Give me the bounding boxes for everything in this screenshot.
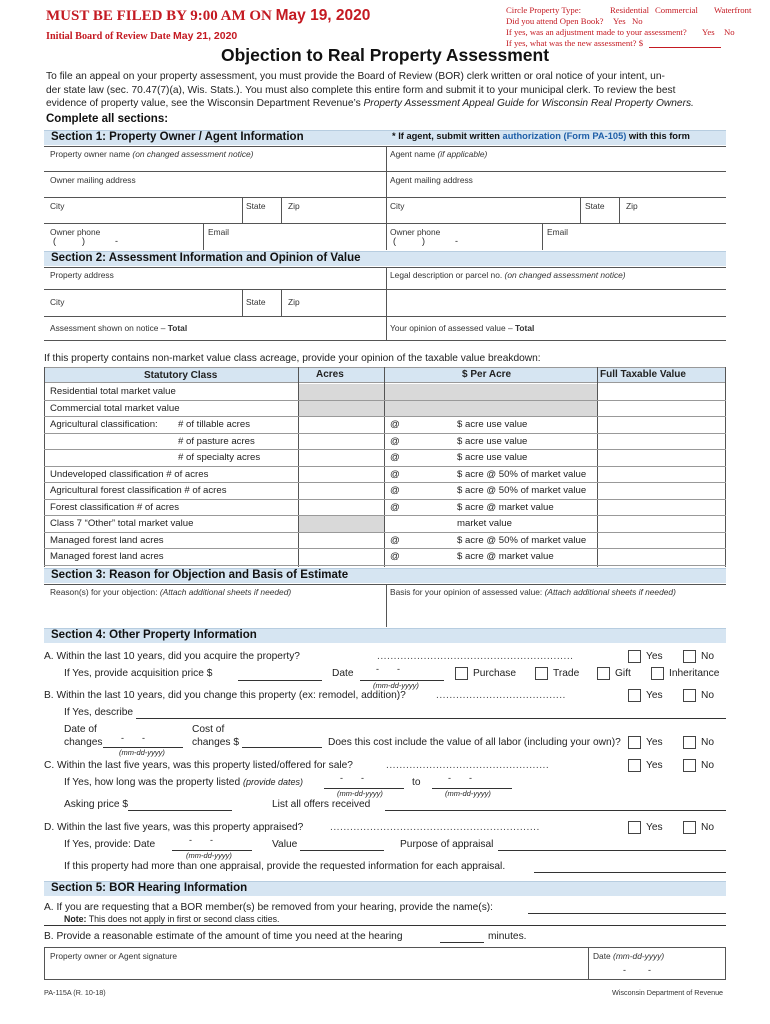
gift-checkbox[interactable] (597, 667, 610, 680)
date-format-hint: (mm-dd-yyyy) (337, 789, 383, 798)
intro-line-1: To file an appeal on your property assessment, you must provide the Board of Review (BOR) clerk written or oral notice of your intent, un- (46, 71, 665, 82)
acquisition-date-label: Date (332, 668, 354, 679)
cost-of-label: Cost of (192, 724, 225, 735)
listed-from-dashes: - - (340, 773, 364, 783)
divider (44, 146, 726, 147)
legal-description-label: Legal description or parcel no. (on changed assessment notice) (390, 270, 626, 280)
a-yes-checkbox[interactable] (628, 650, 641, 663)
gift-label: Gift (615, 668, 631, 679)
guide-reference: Property Assessment Appeal Guide for Wisconsin Real Property Owners. (363, 98, 694, 109)
b-yes-checkbox[interactable] (628, 689, 641, 702)
class-row-at: @ (390, 485, 400, 496)
c-yes-label: Yes (646, 760, 663, 771)
inheritance-label: Inheritance (669, 668, 720, 679)
class-row-at: @ (390, 501, 400, 513)
bor-removal-field-2[interactable] (44, 925, 726, 926)
class-row-label: Managed forest land acres (50, 551, 164, 562)
changes-date-dashes: - - (121, 733, 145, 743)
basis-input[interactable] (387, 597, 726, 627)
col-full-taxable: Full Taxable Value (600, 369, 686, 380)
adjust-yes[interactable]: Yes (702, 27, 715, 37)
multiple-appraisal-note: If this property had more than one appraisal, provide the requested information for each appraisal. (64, 861, 506, 872)
cost-changes-field[interactable] (242, 747, 322, 748)
class-row-acres-input[interactable] (300, 401, 383, 417)
class-row-acres-input[interactable] (300, 384, 383, 400)
asking-price-label: Asking price $ (64, 799, 128, 810)
col-statutory-class: Statutory Class (144, 370, 218, 381)
open-book-q-label: Did you attend Open Book? (506, 16, 604, 26)
class-row-label: Class 7 “Other” total market value (50, 518, 194, 529)
question-a: A. Within the last 10 years, did you acquire the property? (44, 651, 300, 662)
describe-label: If Yes, describe (64, 707, 134, 718)
intro-line-3a: evidence of property value, see the Wisconsin Department Revenue’s (46, 98, 364, 109)
class-row-sublabel: # of pasture acres (178, 435, 255, 447)
class-row-acres-input[interactable] (300, 516, 383, 532)
question-b: B. Within the last 10 years, did you change this property (ex: remodel, addition)? (44, 690, 406, 701)
owner-mailing-label: Owner mailing address (50, 175, 136, 185)
class-row-per-acre: $ acre @ 50% of market value (457, 468, 587, 480)
owner-state-label: State (246, 201, 266, 211)
acquisition-price-label: If Yes, provide acquisition price $ (64, 668, 213, 679)
d-yes-label: Yes (646, 822, 663, 833)
signature-input[interactable] (45, 961, 588, 979)
owner-city-label: City (50, 201, 65, 211)
d-yes-checkbox[interactable] (628, 821, 641, 834)
class-row-label: Agricultural forest classification # of acres (50, 485, 227, 496)
owner-mailing-input[interactable] (44, 184, 386, 196)
divider (386, 267, 387, 340)
class-row-full-input[interactable] (599, 434, 724, 450)
class-row-acres-input[interactable] (300, 483, 383, 499)
leader-dots: ........................................................... (377, 651, 574, 662)
agent-zip-label: Zip (626, 201, 638, 211)
class-row-full-input[interactable] (599, 516, 724, 532)
class-row-per-acre: $ acre @ 50% of market value (457, 534, 587, 546)
open-book-yes[interactable]: Yes (613, 16, 626, 26)
divider (44, 565, 726, 566)
owner-phone-label: Owner phone (50, 227, 101, 237)
minutes-label: minutes. (488, 931, 527, 942)
class-row-label: Forest classification # of acres (50, 501, 180, 513)
class-row-label: Undeveloped classification # of acres (50, 468, 209, 480)
inheritance-checkbox[interactable] (651, 667, 664, 680)
adjust-q-label: If yes, was an adjustment made to your assessment? (506, 27, 687, 37)
class-row-per-acre: $ acre @ market value (457, 551, 554, 562)
class-row-acres-input[interactable] (300, 467, 383, 483)
changes-label: changes (64, 737, 103, 748)
class-row-full-input[interactable] (599, 500, 724, 516)
class-row-label: Agricultural classification: (50, 419, 158, 430)
intro-line-2: der state law (sec. 70.47(7)(a), Wis. Stats.). You must also complete this entire form and submit it to your municipal clerk. To review the best (46, 84, 676, 96)
class-row-at: @ (390, 419, 400, 430)
reasons-input[interactable] (44, 597, 386, 627)
purchase-checkbox[interactable] (455, 667, 468, 680)
agent-note-b: with this form (626, 131, 690, 141)
class-row-full-input[interactable] (599, 384, 724, 400)
class-row-sublabel: # of specialty acres (178, 452, 261, 463)
divider (44, 367, 45, 567)
page-title: Objection to Real Property Assessment (220, 45, 550, 65)
property-city-label: City (50, 297, 65, 307)
agent-name-input[interactable] (387, 158, 726, 170)
opinion-total-label: Your opinion of assessed value – Total (390, 323, 535, 333)
class-row-acres-input[interactable] (300, 450, 383, 466)
agent-mailing-label: Agent mailing address (390, 175, 473, 185)
form-number: PA-115A (R. 10-18) (44, 988, 106, 997)
complete-all-sections: Complete all sections: (46, 113, 169, 125)
intro-text (46, 70, 736, 111)
divider (44, 316, 726, 317)
trade-label: Trade (553, 668, 580, 679)
a-yes-label: Yes (646, 651, 663, 662)
question-c: C. Within the last five years, was this property listed/offered for sale? (44, 760, 353, 771)
section-1-title: Section 1: Property Owner / Agent Information (51, 131, 304, 143)
agent-note-a: * If agent, submit written (392, 131, 503, 141)
appraisal-value-field[interactable] (300, 850, 384, 851)
appraisal-date-label: If Yes, provide: Date (64, 839, 156, 850)
labor-no-label: No (701, 737, 715, 748)
owner-name-input[interactable] (44, 158, 386, 170)
purchase-label: Purchase (473, 668, 517, 679)
hearing-time-question: B. Provide a reasonable estimate of the amount of time you need at the hearing (44, 931, 403, 942)
date-format-hint: (mm-dd-yyyy) (119, 748, 165, 757)
class-row-per-acre: market value (457, 518, 512, 529)
divider (44, 267, 726, 268)
date-of-label: Date of (64, 724, 97, 735)
new-assess-q-label: If yes, what was the new assessment? $ (506, 38, 644, 48)
c-no-checkbox[interactable] (683, 759, 696, 772)
owner-phone-format[interactable]: ( ) - (53, 236, 118, 246)
intro-line-3 (46, 97, 736, 111)
reasons-label: Reason(s) for your objection: (Attach additional sheets if needed) (50, 587, 292, 597)
date-format-hint: (mm-dd-yyyy) (445, 789, 491, 798)
class-row-full-input[interactable] (599, 533, 724, 549)
labor-question: Does this cost include the value of all labor (including your own)? (328, 737, 621, 748)
appraisal-value-label: Value (272, 839, 298, 850)
divider (619, 197, 620, 223)
type-residential[interactable]: Residential (610, 5, 650, 15)
d-no-label: No (701, 822, 715, 833)
class-row-per-acre: $ acre @ market value (457, 501, 554, 513)
divider (44, 340, 726, 341)
initial-board-date-value: May 21, 2020 (173, 30, 238, 42)
b-no-label: No (701, 690, 715, 701)
section-4-title: Section 4: Other Property Information (51, 629, 257, 641)
circle-type-label: Circle Property Type: (506, 5, 581, 15)
section-5-title: Section 5: BOR Hearing Information (51, 882, 248, 894)
bor-note: Note: This does not apply in first or second class cities. (64, 914, 280, 924)
divider (44, 197, 726, 198)
section-3-title: Section 3: Reason for Objection and Basis of Estimate (51, 569, 349, 581)
property-type-circle (506, 5, 766, 15)
initial-board-prefix: Initial Board of Review Date (46, 31, 171, 42)
class-row-at: @ (390, 468, 400, 480)
divider (588, 947, 589, 980)
divider (44, 289, 726, 290)
date-format-hint: (mm-dd-yyyy) (186, 851, 232, 860)
trade-checkbox[interactable] (535, 667, 548, 680)
hearing-minutes-field[interactable] (440, 942, 484, 943)
class-row-label: Commercial total market value (50, 402, 180, 414)
acquisition-price-field[interactable] (238, 680, 322, 681)
class-row-full-input[interactable] (599, 549, 724, 565)
class-table-intro: If this property contains non-market value class acreage, provide your opinion of the taxable value breakdown: (44, 353, 541, 364)
class-row-acres-input[interactable] (300, 417, 383, 433)
open-book-question (506, 16, 766, 26)
adjustment-question (506, 27, 770, 37)
class-row-acres-input[interactable] (300, 500, 383, 516)
initial-board-date (46, 30, 237, 42)
leader-dots: ....................................... (436, 690, 566, 701)
a-no-label: No (701, 651, 715, 662)
question-d: D. Within the last five years, was this property appraised? (44, 822, 304, 833)
labor-yes-checkbox[interactable] (628, 736, 641, 749)
type-commercial[interactable]: Commercial (655, 5, 698, 15)
class-row-acres-input[interactable] (300, 549, 383, 565)
agent-state-label: State (585, 201, 605, 211)
class-row-label: Managed forest land acres (50, 534, 164, 546)
agent-phone-label: Owner phone (390, 227, 441, 237)
leader-dots: ............................................................... (330, 822, 540, 833)
divider (44, 223, 726, 224)
divider (281, 289, 282, 316)
divider (203, 223, 204, 250)
class-row-full-input[interactable] (599, 467, 724, 483)
section-2-title: Section 2: Assessment Information and Opinion of Value (51, 252, 361, 264)
agent-authorization-note (392, 131, 690, 141)
divider (725, 367, 726, 567)
class-row-per-acre: $ acre use value (457, 419, 528, 430)
class-row-at: @ (390, 551, 400, 562)
deadline-date: May 19, 2020 (275, 7, 371, 24)
divider (44, 584, 726, 585)
assessment-total-label: Assessment shown on notice – Total (50, 323, 188, 333)
labor-yes-label: Yes (646, 737, 663, 748)
appraisal-purpose-field[interactable] (498, 850, 726, 851)
acquisition-date-dashes: - - (376, 664, 400, 674)
b-no-checkbox[interactable] (683, 689, 696, 702)
d-no-checkbox[interactable] (683, 821, 696, 834)
property-address-label: Property address (50, 270, 114, 280)
appraisal-purpose-label: Purpose of appraisal (400, 839, 494, 850)
bor-removal-question: A. If you are requesting that a BOR member(s) be removed from your hearing, provide the name(s): (44, 902, 494, 913)
class-row-at: @ (390, 435, 400, 447)
agent-mailing-input[interactable] (387, 184, 726, 196)
col-per-acre: $ Per Acre (462, 369, 512, 380)
property-zip-label: Zip (288, 297, 300, 307)
type-waterfront[interactable]: Waterfront (714, 5, 752, 15)
class-row-per-acre: $ acre use value (457, 452, 528, 463)
offers-label: List all offers received (272, 799, 371, 810)
basis-label: Basis for your opinion of assessed value: (Attach additional sheets if needed) (390, 587, 676, 597)
agent-city-label: City (390, 201, 405, 211)
owner-zip-label: Zip (288, 201, 300, 211)
divider (597, 367, 598, 567)
divider (242, 197, 243, 223)
divider (281, 197, 282, 223)
class-row-label: Residential total market value (50, 386, 176, 397)
class-row-per-acre: $ acre @ 50% of market value (457, 485, 587, 496)
form-pa105-link[interactable]: authorization (Form PA-105) (502, 131, 627, 141)
class-row-at: @ (390, 534, 400, 546)
class-row-per-acre: $ acre use value (457, 435, 528, 447)
class-row-acres-input[interactable] (300, 533, 383, 549)
class-table (44, 367, 726, 567)
property-state-label: State (246, 297, 266, 307)
agent-email-label: Email (547, 227, 568, 237)
signature-date-dashes[interactable]: - - (623, 965, 651, 975)
offers-field[interactable] (385, 810, 726, 811)
class-row-acres-input[interactable] (300, 434, 383, 450)
open-book-no[interactable]: No (632, 16, 643, 26)
class-row-full-input[interactable] (599, 450, 724, 466)
divider (242, 289, 243, 316)
owner-name-label: Property owner name (on changed assessment notice) (50, 149, 254, 159)
describe-field[interactable] (136, 718, 726, 719)
class-row-full-input[interactable] (599, 483, 724, 499)
a-no-checkbox[interactable] (683, 650, 696, 663)
asking-price-field[interactable] (128, 810, 232, 811)
cost-changes-label: changes $ (192, 737, 240, 748)
to-label: to (412, 777, 421, 788)
c-no-label: No (701, 760, 715, 771)
class-row-full-input[interactable] (599, 401, 724, 417)
multiple-appraisal-field[interactable] (534, 872, 726, 873)
listed-duration-label: If Yes, how long was the property listed (provide dates) (64, 777, 303, 788)
owner-email-label: Email (208, 227, 229, 237)
class-row-at: @ (390, 452, 400, 463)
deadline-notice (46, 7, 370, 25)
adjust-no[interactable]: No (724, 27, 735, 37)
date-format-hint: (mm-dd-yyyy) (373, 681, 419, 690)
listed-to-dashes: - - (448, 773, 472, 783)
appraisal-date-dashes: - - (189, 835, 213, 845)
labor-no-checkbox[interactable] (683, 736, 696, 749)
bor-removal-field[interactable] (528, 913, 726, 914)
b-yes-label: Yes (646, 690, 663, 701)
deadline-prefix: MUST BE FILED BY 9:00 AM ON (46, 8, 272, 24)
department-name: Wisconsin Department of Revenue (612, 988, 724, 997)
signature-label: Property owner or Agent signature (50, 951, 178, 961)
divider (580, 197, 581, 223)
class-row-full-input[interactable] (599, 417, 724, 433)
c-yes-checkbox[interactable] (628, 759, 641, 772)
agent-name-label: Agent name (if applicable) (390, 149, 488, 159)
class-row-sublabel: # of tillable acres (178, 419, 250, 430)
divider (44, 171, 726, 172)
divider (542, 223, 543, 250)
signature-date-label: Date (mm-dd-yyyy) (593, 951, 665, 961)
agent-phone-format[interactable]: ( ) - (393, 236, 458, 246)
col-acres: Acres (316, 369, 344, 380)
leader-dots: ................................................. (386, 760, 550, 771)
